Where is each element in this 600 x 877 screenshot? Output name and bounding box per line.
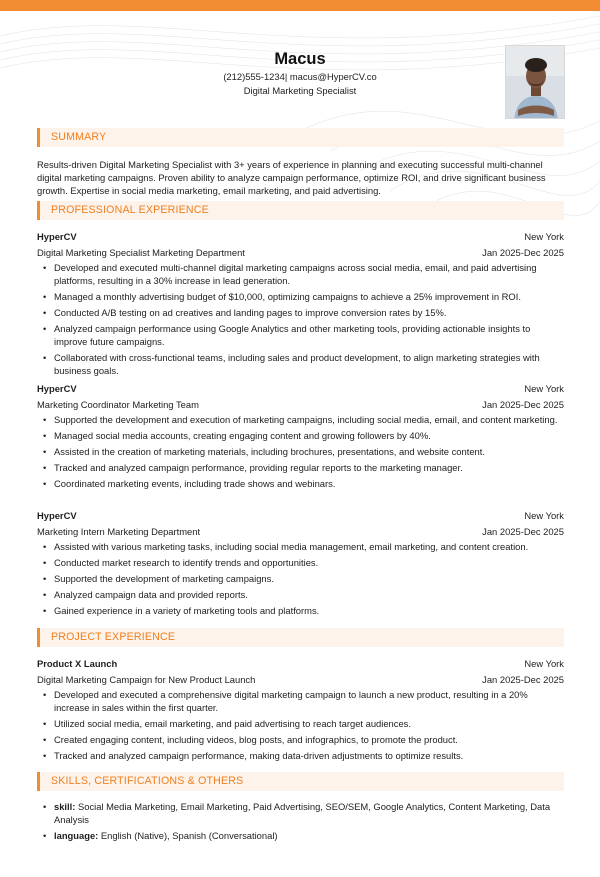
section-title: SUMMARY [51,131,107,143]
top-accent-bar [0,0,600,11]
bullet-list [37,540,564,617]
section-header-skills [37,772,564,791]
list-item: • Coordinated marketing events, including trade shows and webinars. [37,477,564,490]
contact-line: (212)555-1234| macus@HyperCV.co [223,71,377,82]
position-title: Marketing Intern Marketing Department [37,526,201,537]
date-range: Jan 2025-Dec 2025 [482,247,564,258]
list-item: • Utilized social media, email marketing, and paid advertising to reach target audiences. [37,717,564,730]
location: New York [524,510,564,521]
section-title: PROFESSIONAL EXPERIENCE [51,204,209,216]
list-item: • Conducted market research to identify trends and opportunities. [37,556,564,569]
list-item: • Collaborated with cross-functional teams, including sales and product development, to align marketing strategies with business goals. [37,351,564,377]
list-item: • Managed social media accounts, creating engaging content and growing followers by 40%. [37,429,564,442]
list-item: • Tracked and analyzed campaign performance, making data-driven adjustments to optimize results. [37,749,564,762]
entry-header-row [37,656,564,672]
summary-text: Results-driven Digital Marketing Specialist with 3+ years of experience in planning and executing successful multi-channel digital marketing campaigns. Proven ability to analyze campaign performance, optimize ROI, and drive significant business growth. Expertise in social media marketing, email marketing, and paid advertising. [37,159,546,196]
section-header-projects [37,628,564,647]
date-range: Jan 2025-Dec 2025 [482,526,564,537]
section-title: PROJECT EXPERIENCE [51,631,176,643]
phone-number[interactable]: (212)555-1234 [223,71,285,82]
list-item: • Analyzed campaign performance using Google Analytics and other marketing tools, providing actionable insights to improve future campaigns. [37,322,564,348]
skills-list [37,800,564,845]
location: New York [524,658,564,669]
entry-header-row [37,381,564,397]
bullet-list [37,413,564,490]
company-name: HyperCV [37,510,77,521]
list-item: • Developed and executed a comprehensive digital marketing campaign to launch a new product, resulting in a 20% increase in sales within the first quarter. [37,688,564,714]
entry-subheader-row [37,672,564,688]
experience-entry [37,229,564,380]
entry-header-row [37,508,564,524]
list-item [37,800,564,826]
bullet-list [37,688,564,762]
company-name: HyperCV [37,231,77,242]
list-item: • Analyzed campaign data and provided reports. [37,588,564,601]
project-name: Product X Launch [37,658,118,669]
list-item: • Assisted in the creation of marketing materials, including brochures, presentations, and website content. [37,445,564,458]
section-header-summary [37,128,564,147]
project-role: Digital Marketing Campaign for New Product Launch [37,674,256,685]
list-item: • Conducted A/B testing on ad creatives and landing pages to improve conversion rates by 15%. [37,306,564,319]
list-item: • Tracked and analyzed campaign performance, providing regular reports to the marketing manager. [37,461,564,474]
skill-value: Social Media Marketing, Email Marketing, Paid Advertising, SEO/SEM, Google Analytics, Content Marketing, Data Analysis [54,801,551,825]
entry-subheader-row [37,245,564,261]
position-title: Digital Marketing Specialist Marketing Department [37,247,245,258]
section-header-experience [37,201,564,220]
job-title: Digital Marketing Specialist [243,85,357,96]
date-range: Jan 2025-Dec 2025 [482,399,564,410]
bullet-list [37,261,564,377]
email-address[interactable]: macus@HyperCV.co [289,71,377,82]
company-name: HyperCV [37,383,77,394]
experience-entry [37,381,564,493]
list-item: • Assisted with various marketing tasks, including social media management, email marketing, and content creation. [37,540,564,553]
entry-subheader-row [37,524,564,540]
skill-label: language: [54,830,99,841]
list-item: • Supported the development of marketing campaigns. [37,572,564,585]
location: New York [524,383,564,394]
candidate-name: Macus [274,50,326,68]
skill-label: skill: [54,801,76,812]
list-item: • Developed and executed multi-channel digital marketing campaigns across social media, email, and paid advertising platforms, resulting in a 30% increase in lead generation. [37,261,564,287]
list-item: • Managed a monthly advertising budget of $10,000, optimizing campaigns to achieve a 25% improvement in ROI. [37,290,564,303]
entry-subheader-row [37,397,564,413]
experience-entry [37,508,564,620]
skill-value: English (Native), Spanish (Conversational) [100,830,278,841]
list-item: • Supported the development and execution of marketing campaigns, including social media, email, and content marketing. [37,413,564,426]
list-item: • Gained experience in a variety of marketing tools and platforms. [37,604,564,617]
profile-photo [505,45,565,119]
date-range: Jan 2025-Dec 2025 [482,674,564,685]
list-item: • Created engaging content, including videos, blog posts, and infographics, to promote the product. [37,733,564,746]
entry-header-row [37,229,564,245]
location: New York [524,231,564,242]
list-item [37,829,564,842]
section-title: SKILLS, CERTIFICATIONS & OTHERS [51,775,244,787]
position-title: Marketing Coordinator Marketing Team [37,399,199,410]
project-entry [37,656,564,765]
